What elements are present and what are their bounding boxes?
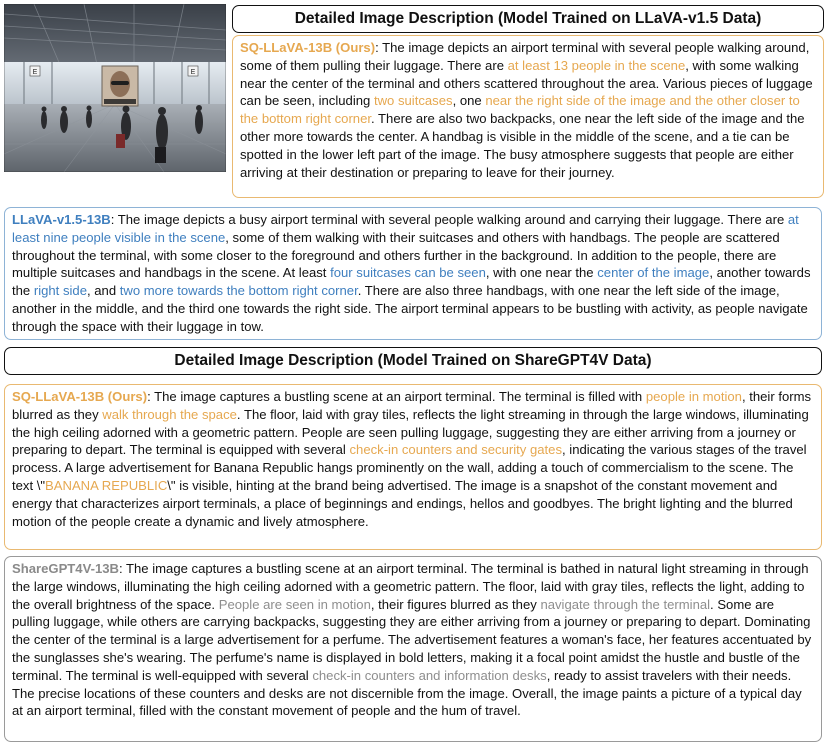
description-text: , with one near the [485, 265, 598, 281]
highlight-text: two more towards the bottom right corner [119, 283, 358, 299]
section-header-llava-text: Detailed Image Description (Model Trained on LLaVA-v1.5 Data) [294, 10, 762, 27]
sign-letter-left: E [32, 69, 38, 76]
description-text: : The image depicts a busy airport terminal with several people walking around and carrying their luggage. There are [110, 212, 788, 227]
sq-llava-llava-description [232, 35, 824, 198]
sign-letter-right: E [190, 69, 196, 76]
model-name: SQ-LLaVA-13B (Ours) [12, 389, 148, 404]
highlight-text: near the right side of the image and the other closer to the bottom right corner [240, 93, 800, 127]
description-text: , ready to assist travelers with their needs. The precise locations of these counters and desks are not discernible from the image. Overall, the image paints a picture of a typical day at an airport terminal, filled with the constant movement of people and the hum of travel. [12, 667, 802, 719]
description-text: : The image depicts an airport terminal with several people walking around, some of them pulling their luggage. There are [240, 40, 810, 73]
highlight-text: People are seen in motion [218, 596, 371, 612]
model-name: LLaVA-v1.5-13B [12, 212, 111, 227]
description-text: . Some are pulling luggage, while others are carrying backpacks, suggesting they are either arriving from a journey or preparing to depart. Dominating the center of the terminal is a large advertisement for a perfume. The advertisement features a woman's face, her features accentuated by the sunglasses she's wearing. The perfume's name is displayed in bold letters, making it a focal point amidst the hustle and bustle of the terminal. The terminal is well-equipped with several [12, 596, 812, 683]
description-text: , and [86, 283, 120, 299]
llava-v15-description [4, 207, 822, 340]
highlight-text: BANANA REPUBLIC [45, 477, 168, 493]
model-name: SQ-LLaVA-13B (Ours) [240, 40, 376, 55]
description-text: . There are also three handbags, with one near the left side of the image, another in the middle, and the third one towards the right side. The airport terminal appears to be bustling with activity, as people navigate through the space with their luggage in tow. [12, 283, 808, 334]
highlight-text: at least 13 people in the scene [507, 57, 686, 73]
highlight-text: four suitcases can be seen [330, 265, 486, 281]
highlight-text: right side [33, 283, 87, 299]
highlight-text: at least nine people visible in the scene [12, 212, 799, 245]
sharegpt4v-description [4, 556, 822, 742]
highlight-text: center of the image [597, 265, 710, 281]
description-text: , with some walking near the center of the terminal and others scattered throughout the area. Various pieces of luggage can be seen, including [240, 57, 813, 109]
model-name: ShareGPT4V-13B [12, 561, 119, 576]
description-text: : The image captures a bustling scene at an airport terminal. The terminal is filled with [147, 389, 646, 404]
description-text: , another towards the [12, 265, 811, 299]
description-text: . There are also two backpacks, one near the left side of the image and the other more towards the center. A handbag is visible in the middle of the scene, and a tie can be spotted in the lower left part of the image. The busy atmosphere suggests that people are either arriving at their destination or preparing to leave for their journey. [240, 111, 805, 180]
highlight-text: two suitcases [373, 93, 453, 109]
description-text: \" is visible, hinting at the brand being advertised. The image is a snapshot of the constant movement and energy that characterizes airport terminals, a place of beginnings and endings, hellos and goodbyes. The bright lighting and the blurred motion of the people create a dynamic and lively atmosphere. [12, 477, 793, 529]
airport-terminal-photo [4, 4, 226, 172]
description-text: , indicating the various stages of the travel process. A large advertisement for Banana Republic hangs prominently on the wall, adding a touch of commercialism to the scene. The text \" [12, 442, 807, 493]
description-text: , some of them walking with their suitcases and others with handbags. The people are scattered throughout the terminal, with some closer to the foreground and others further in the background. In addition to the people, there are multiple suitcases and handbags in the scene. At least [12, 229, 780, 281]
highlight-text: check-in counters and information desks [312, 667, 547, 683]
description-text: : The image captures a bustling scene at an airport terminal. The terminal is bathed in natural light streaming in through the large windows, illuminating the high ceiling adorned with a geometric pattern. The floor, laid with gray tiles, reflects the light, adding to the overall brightness of the space. [12, 561, 809, 612]
highlight-text: navigate through the terminal [540, 596, 711, 612]
highlight-text: walk through the space [102, 406, 237, 422]
description-text: , one [452, 93, 486, 109]
section-header-sharegpt4v [4, 347, 822, 375]
section-header-llava [232, 5, 824, 33]
section-header-sharegpt4v-text: Detailed Image Description (Model Trained on ShareGPT4V Data) [174, 352, 652, 369]
description-text: , their forms blurred as they [12, 389, 812, 422]
sq-llava-sharegpt4v-description [4, 384, 822, 550]
highlight-text: check-in counters and security gates [349, 442, 563, 458]
highlight-text: people in motion [645, 389, 742, 404]
description-text: . The floor, laid with gray tiles, reflects the light streaming in through the large windows, illuminating the high ceiling adorned with a geometric pattern. People are seen pulling luggage, suggesting they are either arriving from a journey or preparing to depart. The terminal is equipped with several [12, 406, 809, 458]
description-text: , their figures blurred as they [370, 596, 541, 612]
airport-terminal-illustration [4, 4, 226, 172]
